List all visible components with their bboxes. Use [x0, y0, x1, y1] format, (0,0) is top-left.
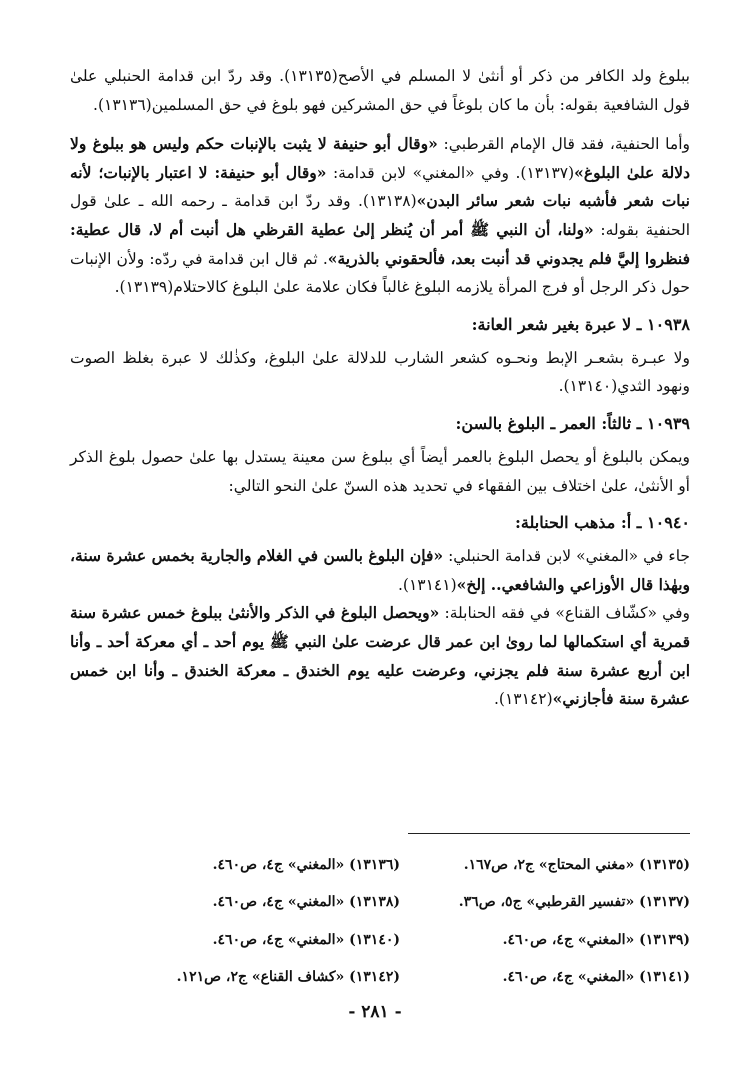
footnote-row: [110, 921, 690, 959]
footnote-row: [110, 884, 690, 922]
footnotes: [110, 846, 690, 996]
footnote-row: [110, 846, 690, 884]
footnote-13138: (١٣١٣٨) «المغني» ج٤، ص٤٦٠.: [212, 894, 400, 911]
main-text: [70, 62, 690, 714]
footnote-13137: (١٣١٣٧) «تفسير القرطبي» ج٥، ص٣٦.: [458, 894, 690, 911]
section-heading-10939: ١٠٩٣٩ ـ ثالثاً: العمر ـ البلوغ بالسن:: [455, 413, 690, 433]
paragraph-5-intro: جاء في «المغني» لابن قدامة الحنبلي:: [443, 547, 691, 566]
paragraph-2-intro: وأما الحنفية، فقد قال الإمام القرطبي:: [437, 135, 690, 154]
paragraph-6-intro: وفي «كشّاف القناع» في فقه الحنابلة:: [439, 604, 690, 623]
footnote-13136: (١٣١٣٦) «المغني» ج٤، ص٤٦٠.: [212, 856, 400, 873]
paragraph-2-mid-1: (١٣١٣٧). وفي «المغني» لابن قدامة:: [326, 163, 575, 182]
paragraph-2: [70, 130, 690, 302]
quote-mughni-2: «ولنا، أن النبي ﷺ أمر أن يُنظر إلىٰ عطية القرظي هل أنبت أم لا، قال عطية: فنظروا إليَّ فلم يجدوني قد أنبت بعد، فألحقوني بالذرية»: [70, 219, 690, 268]
section-heading-10940: ١٠٩٤٠ ـ أ: مذهب الحنابلة:: [515, 513, 690, 533]
quote-mughni-1: «وقال أبو حنيفة: لا اعتبار بالإنبات؛ لأنه نبات شعر فأشبه نبات شعر سائر البدن»: [70, 162, 690, 211]
footnote-13140: (١٣١٤٠) «المغني» ج٤، ص٤٦٠.: [212, 931, 400, 948]
paragraph-5-end: (١٣١٤١).: [397, 575, 457, 594]
quote-mughni-3: «فإن البلوغ بالسن في الغلام والجارية بخمس عشرة سنة، وبهٰذا قال الأوزاعي والشافعي.. إلخ»: [70, 546, 690, 594]
paragraph-5: [70, 542, 690, 599]
paragraph-2-mid-2: (١٣١٣٨). وقد ردّ ابن قدامة ـ رحمه الله ـ علىٰ قول الحنفية بقوله:: [70, 192, 691, 239]
quote-kashshaf: «ويحصل البلوغ في الذكر والأنثىٰ ببلوغ خمس عشرة سنة قمرية أي استكمالها لما روىٰ ابن عمر قال عرضت علىٰ النبي ﷺ يوم أحد ـ أي معركة أحد ـ وأنا ابن أربع عشرة سنة فلم يجزني، وعرضت عليه يوم الخندق ـ معركة الخندق ـ وأنا ابن خمس عشرة سنة فأجازني»: [70, 603, 690, 709]
paragraph-4: ويمكن بالبلوغ أو يحصل البلوغ بالعمر أيضاً أي ببلوغ سن معينة يستدل بها علىٰ حصول بلوغ الذكر أو الأنثىٰ، علىٰ اختلاف بين الفقهاء في تحديد هذه السنّ علىٰ النحو التالي:: [70, 447, 690, 495]
quote-qurtubi: «وقال أبو حنيفة لا يثبت بالإنبات حكم وليس هو ببلوغ ولا دلالة علىٰ البلوغ»: [70, 134, 690, 182]
footnote-13142: (١٣١٤٢) «كشاف القناع» ج٢، ص١٢١.: [176, 969, 400, 986]
section-heading-10938: ١٠٩٣٨ ـ لا عبرة بغير شعر العانة:: [471, 314, 690, 334]
footnote-13139: (١٣١٣٩) «المغني» ج٤، ص٤٦٠.: [502, 931, 690, 948]
footnote-13135: (١٣١٣٥) «مغني المحتاج» ج٢، ص١٦٧.: [463, 856, 690, 873]
paragraph-1: ببلوغ ولد الكافر من ذكر أو أنثىٰ لا المسلم في الأصح(١٣١٣٥). وقد ردّ ابن قدامة الحنبلي علىٰ قول الشافعية بقوله: بأن ما كان بلوغاً في حق المشركين فهو بلوغ في حق المسلمين(١٣١٣٦).: [70, 67, 690, 114]
footnote-row: [110, 959, 690, 997]
page-number: - ٢٨١ -: [348, 1002, 402, 1022]
paragraph-6-end: (١٣١٤٢).: [493, 690, 553, 709]
paragraph-2-end: . ثم قال ابن قدامة في ردّه: ولأن الإنبات حول ذكر الرجل أو فرج المرأة يلازمه البلوغ غالباً فكان علامة علىٰ البلوغ كالاحتلام(١٣١٣٩).: [70, 249, 690, 297]
footnote-separator: [408, 833, 690, 834]
paragraph-3: ولا عبـرة بشعـر الإبط ونحـوه كشعر الشارب للدلالة علىٰ البلوغ، وكذٰلك لا عبرة بغلظ الصوت ونهود الثدي(١٣١٤٠).: [70, 348, 690, 396]
paragraph-6: [70, 599, 690, 713]
footnote-13141: (١٣١٤١) «المغني» ج٤، ص٤٦٠.: [502, 969, 690, 986]
